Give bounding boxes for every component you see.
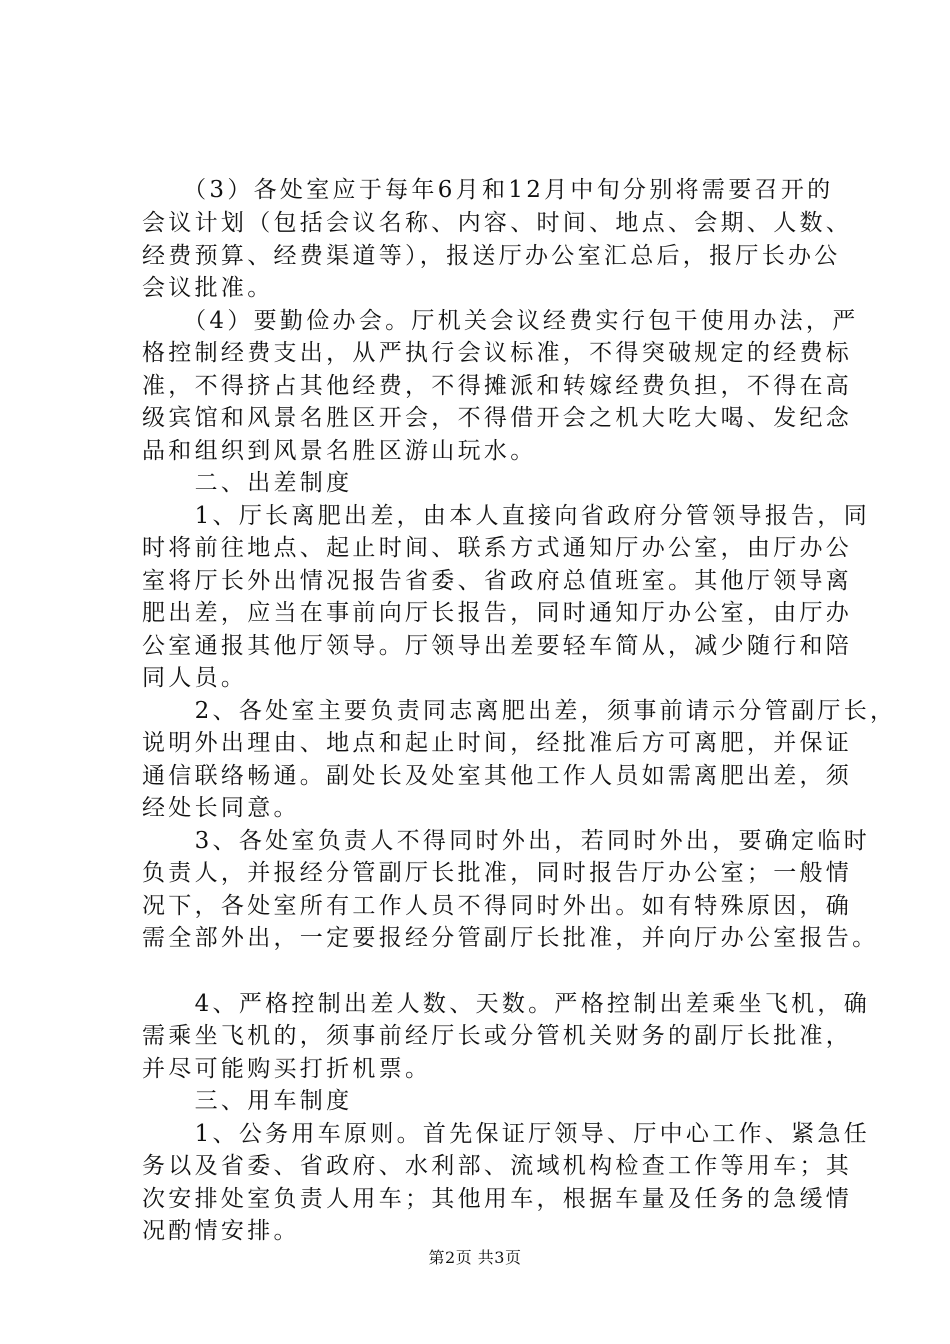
text-line: 务以及省委、省政府、水利部、流域机构检查工作等用车；其 — [142, 1153, 853, 1179]
text-line: 会议批准。 — [142, 275, 274, 301]
text-line: 时将前往地点、起止时间、联系方式通知厅办公室，由厅办公 — [142, 535, 853, 561]
text-line: 次安排处室负责人用车；其他用车，根据车量及任务的急缓情 — [142, 1186, 853, 1212]
section-heading: 三、用车制度 — [142, 1088, 353, 1114]
text-line: 会议计划（包括会议名称、内容、时间、地点、会期、人数、 — [142, 210, 853, 236]
text-line: 况下，各处室所有工作人员不得同时外出。如有特殊原因，确 — [142, 893, 853, 919]
text-line: 品和组织到风景名胜区游山玩水。 — [142, 438, 537, 464]
text-line: 格控制经费支出，从严执行会议标准，不得突破规定的经费标 — [142, 340, 853, 366]
text-line: 肥出差，应当在事前向厅长报告，同时通知厅办公室，由厅办 — [142, 600, 853, 626]
text-line: 需乘坐飞机的，须事前经厅长或分管机关财务的副厅长批准， — [142, 1023, 853, 1049]
text-line: 室将厅长外出情况报告省委、省政府总值班室。其他厅领导离 — [142, 568, 853, 594]
text-line: 3、各处室负责人不得同时外出，若同时外出，要确定临时 — [142, 828, 871, 854]
text-line: 1、公务用车原则。首先保证厅领导、厅中心工作、紧急任 — [142, 1121, 871, 1147]
text-line: 2、各处室主要负责同志离肥出差，须事前请示分管副厅长， — [142, 698, 897, 724]
text-line: 级宾馆和风景名胜区开会，不得借开会之机大吃大喝、发纪念 — [142, 405, 853, 431]
text-line: 需全部外出，一定要报经分管副厅长批准，并向厅办公室报告。 — [142, 925, 879, 951]
text-line: 负责人，并报经分管副厅长批准，同时报告厅办公室；一般情 — [142, 860, 853, 886]
text-line: 4、严格控制出差人数、天数。严格控制出差乘坐飞机，确 — [142, 991, 871, 1017]
text-line: （4）要勤俭办会。厅机关会议经费实行包干使用办法，严 — [142, 308, 859, 334]
text-line: 同人员。 — [142, 665, 248, 691]
text-line: （3）各处室应于每年6月和12月中旬分别将需要召开的 — [142, 177, 834, 203]
text-line: 准，不得挤占其他经费，不得摊派和转嫁经费负担，不得在高 — [142, 373, 853, 399]
text-line: 说明外出理由、地点和起止时间，经批准后方可离肥，并保证 — [142, 730, 853, 756]
text-line: 经费预算、经费渠道等），报送厅办公室汇总后，报厅长办公 — [142, 243, 841, 269]
text-line: 1、厅长离肥出差，由本人直接向省政府分管领导报告，同 — [142, 503, 871, 529]
section-heading: 二、出差制度 — [142, 470, 353, 496]
text-line: 并尽可能购买打折机票。 — [142, 1056, 432, 1082]
page-number-footer: 第2页 共3页 — [428, 1248, 522, 1267]
text-line: 通信联络畅通。副处长及处室其他工作人员如需离肥出差，须 — [142, 763, 853, 789]
text-line: 公室通报其他厅领导。厅领导出差要轻车简从，减少随行和陪 — [142, 633, 853, 659]
text-line: 经处长同意。 — [142, 795, 300, 821]
text-line: 况酌情安排。 — [142, 1218, 300, 1244]
